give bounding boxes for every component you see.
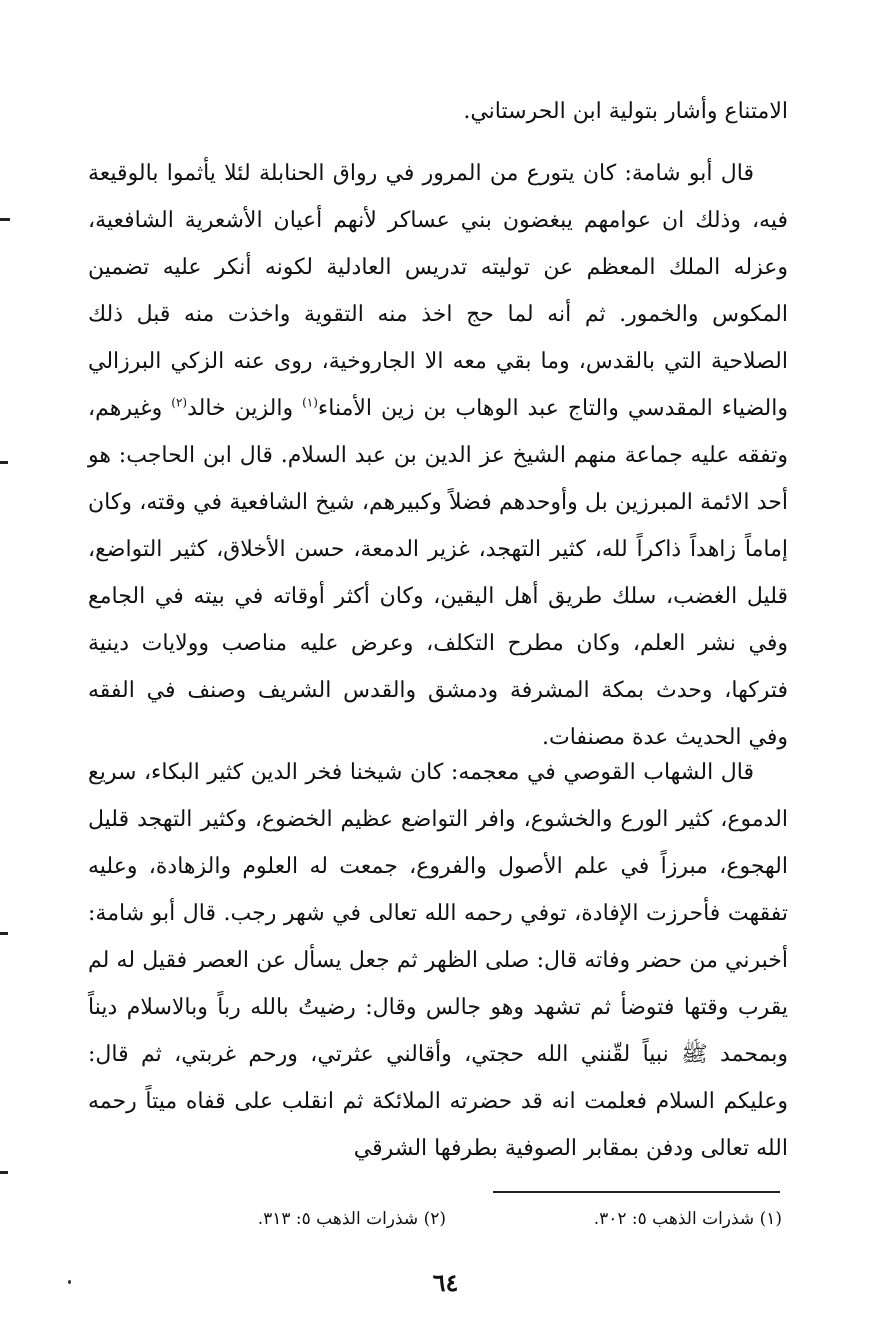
margin-mark xyxy=(0,1171,8,1174)
paragraph-1: الامتناع وأشار بتولية ابن الحرستاني. xyxy=(463,99,788,124)
paragraph-3: قال الشهاب القوصي في معجمه: كان شيخنا فخر الدين كثير البكاء، سريع الدموع، كثير الورع والخشوع، وافر التواضع عظيم الخضوع، وكثير التهجد قليل الهجوع، مبرزاً في علم الأصول والفروع، جمعت له العلوم والزهادة، وعليه تفقهت فأحرزت الإفادة، توفي رحمه الله تعالى في شهر رجب. قال أبو شامة: أخبرني من حضر وفاته قال: صلى الظهر ثم جعل يسأل عن العصر فقيل له لم يقرب وقتها فتوضأ ثم تشهد وهو جالس وقال: رضيتُ بالله رباً وبالاسلام ديناً وبمحمد ﷺ نبياً لقّنني الله حجتي، وأقالني عثرتي، ورحم غربتي، ثم قال: وعليكم السلام فعلمت انه قد حضرته الملائكة ثم انقلب على قفاه ميتاً رحمه الله تعالى ودفن بمقابر الصوفية بطرفها الشرقي xyxy=(88,760,788,1161)
paragraph-2-part-1: قال أبو شامة: كان يتورع من المرور في رواق الحنابلة لئلا يأثموا بالوقيعة فيه، وذلك ان عوامهم يبغضون بني عساكر لأنهم أعيان الأشعرية الشافعية، وعزله الملك المعظم عن توليته تدريس العادلية لكونه أنكر عليه تضمين المكوس والخمور. ثم أنه لما حج اخذ منه التقوية واخذت منه قبل ذلك الصلاحية التي بالقدس، وما بقي معه الا الجاروخية، روى عنه الزكي البرزالي والضياء المقدسي والتاج عبد الوهاب بن زين الأمناء xyxy=(88,161,788,421)
paragraph-2-part-2: والزين خالد xyxy=(187,396,303,421)
page-number: ٦٤ xyxy=(432,1268,459,1297)
margin-mark xyxy=(0,218,10,221)
margin-mark xyxy=(0,932,8,935)
footnote-marker-1: (١) xyxy=(302,395,318,410)
footnote-2: (٢) شذرات الذهب ٥: ٣١٣. xyxy=(257,1209,446,1229)
footnote-divider xyxy=(493,1191,780,1193)
footnote-1: (١) شذرات الذهب ٥: ٣٠٢. xyxy=(593,1209,782,1229)
footnote-marker-2: (٢) xyxy=(171,395,188,410)
paragraph-2-part-3: وغيرهم، وتفقه عليه جماعة منهم الشيخ عز الدين بن عبد السلام. قال ابن الحاجب: هو أحد الائمة المبرزين بل وأوحدهم فضلاً وكبيرهم، شيخ الشافعية في وقته، وكان إماماً زاهداً ذاكراً لله، كثير التهجد، غزير الدمعة، حسن الأخلاق، كثير التواضع، قليل الغضب، سلك طريق أهل اليقين، وكان أكثر أوقاته في بيته في الجامع وفي نشر العلم، وكان مطرح التكلف، وعرض عليه مناصب وولايات دينية فتركها، وحدث بمكة المشرفة ودمشق والقدس الشريف وصنف في الفقه وفي الحديث عدة مصنفات. xyxy=(88,396,788,750)
paragraph-2 xyxy=(88,150,788,761)
margin-mark xyxy=(0,461,8,464)
